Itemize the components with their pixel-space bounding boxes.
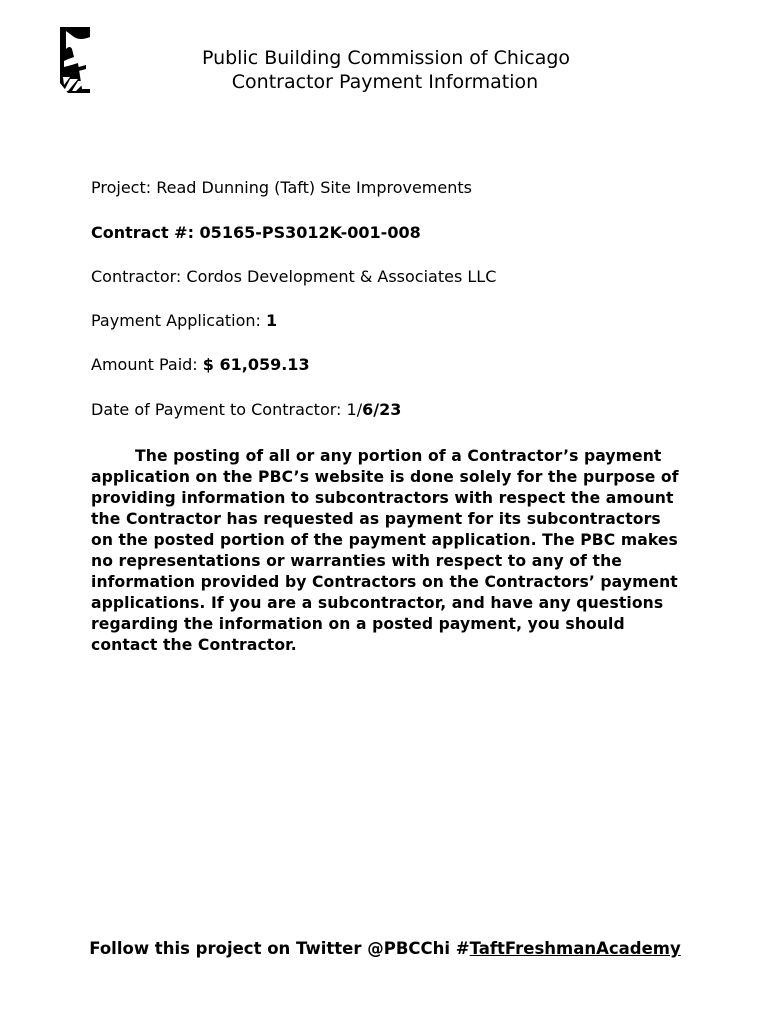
contract-value: 05165-PS3012K-001-008 xyxy=(199,223,421,242)
hashtag-link[interactable]: TaftFreshmanAcademy xyxy=(469,939,681,958)
amount-paid-field xyxy=(91,355,310,375)
amount-paid-value: $ 61,059.13 xyxy=(202,355,310,374)
payment-date-field xyxy=(91,400,401,420)
contractor-value: Cordos Development & Associates LLC xyxy=(186,267,497,286)
payment-date-value: 6/23 xyxy=(362,400,402,419)
project-field xyxy=(91,178,472,198)
payment-application-field xyxy=(91,311,277,331)
twitter-footer xyxy=(0,938,770,960)
contractor-field xyxy=(91,267,496,287)
project-label: Project: xyxy=(91,178,157,197)
payment-date-prefix: 1/ xyxy=(346,400,363,419)
footer-text: Follow this project on Twitter @PBCChi # xyxy=(89,939,470,958)
contract-field xyxy=(91,223,421,243)
project-value: Read Dunning (Taft) Site Improvements xyxy=(156,178,472,197)
document-header xyxy=(0,46,770,94)
header-title: Contractor Payment Information xyxy=(231,71,539,93)
payment-application-label: Payment Application: xyxy=(91,311,267,330)
disclaimer-paragraph: The posting of all or any portion of a Contractor’s payment application on the PBC’s website is done solely for the purpose of providing information to subcontractors with respect the amount the Contractor has requested as payment for its subcontractors on the posted portion of the payment application. The PBC makes no representations or warranties with respect to any of the information provided by Contractors on the Contractors’ payment applications. If you are a subcontractor, and have any questions regarding the information on a posted payment, you should contact the Contractor. xyxy=(91,447,679,654)
contract-label: Contract #: xyxy=(91,223,200,242)
contractor-label: Contractor: xyxy=(91,267,187,286)
amount-paid-label: Amount Paid: xyxy=(91,355,203,374)
header-organization: Public Building Commission of Chicago xyxy=(201,47,571,69)
payment-date-label: Date of Payment to Contractor: xyxy=(91,400,347,419)
payment-application-value: 1 xyxy=(266,311,278,330)
